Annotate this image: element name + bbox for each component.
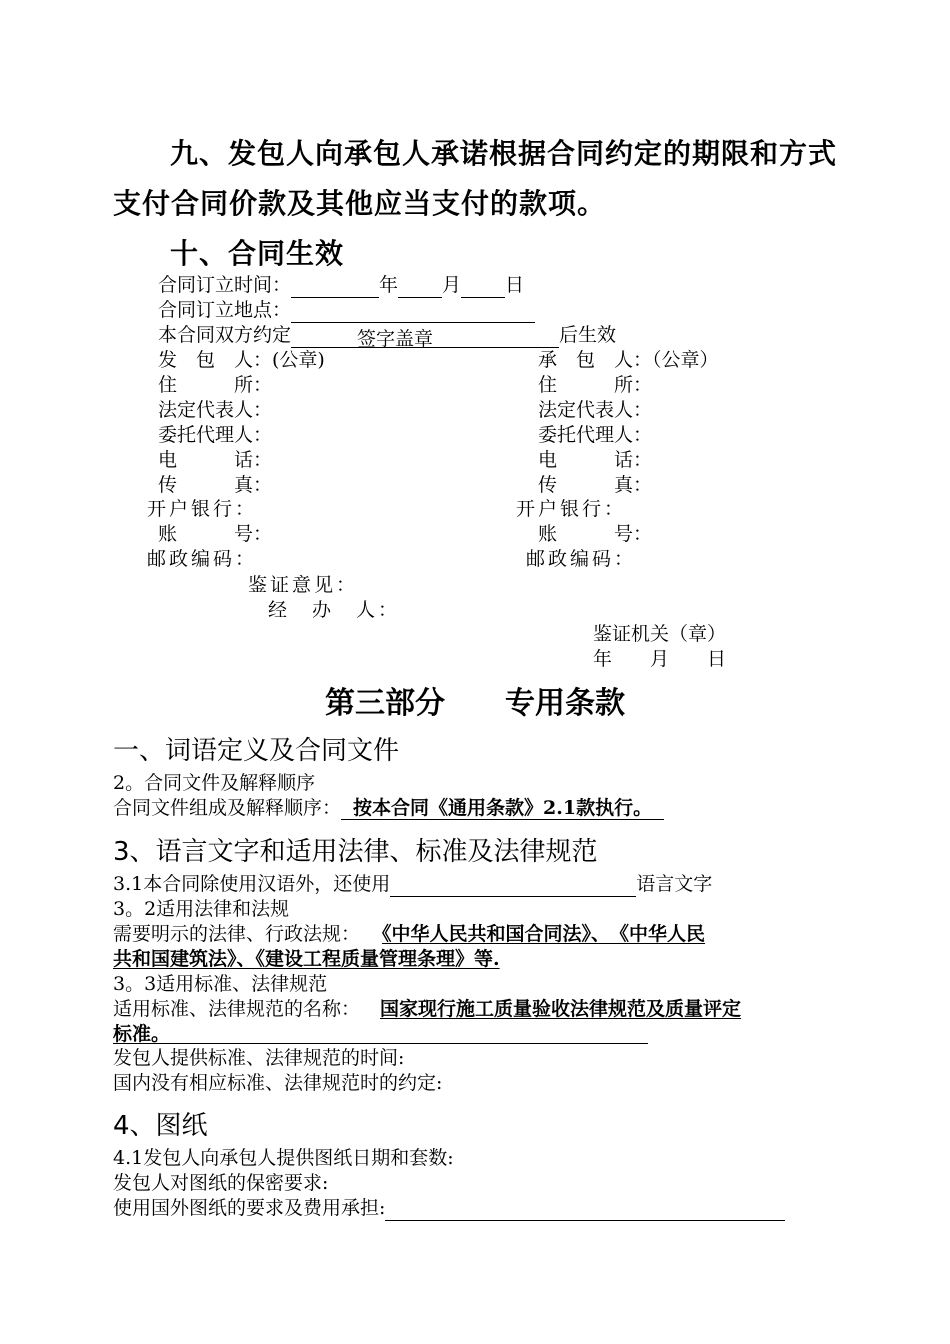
sign-place-label: 合同订立地点：	[158, 299, 292, 321]
item31-row	[113, 872, 712, 897]
sign-place-row	[158, 298, 535, 323]
contractor-agent: 委托代理人：	[538, 424, 653, 446]
employer-title: 发 包 人：(公章)	[158, 349, 325, 371]
contractor-legal-rep: 法定代表人：	[538, 399, 653, 421]
agree-value: 签字盖章	[357, 328, 434, 350]
order-label: 合同文件组成及解释顺序：	[113, 797, 342, 819]
employer-address: 住 所：	[158, 374, 273, 396]
foreign-blank	[385, 1200, 785, 1221]
item33: 3。3适用标准、法律规范	[113, 973, 328, 995]
auth-handler: 经 办 人：	[268, 599, 401, 621]
laws-value-line2: 共和国建筑法》、《建设工程质量管理条理》等.	[113, 948, 500, 970]
month-blank	[398, 277, 442, 298]
employer-fax: 传 真：	[158, 474, 273, 496]
laws-value-line1: 《中华人民共和国合同法》、 《中华人民	[382, 923, 706, 945]
employer-legal-rep: 法定代表人：	[158, 399, 273, 421]
clause4-title: 4、图纸	[113, 1111, 208, 1141]
contractor-fax: 传 真：	[538, 474, 653, 496]
item32: 3。2适用法律和法规	[113, 898, 290, 920]
agree-suffix: 后生效	[559, 324, 617, 346]
agree-row	[158, 323, 616, 348]
year-label: 年	[379, 274, 399, 296]
employer-bank: 开户银行：	[147, 498, 258, 520]
language-blank	[390, 876, 636, 897]
foreign-row	[113, 1196, 785, 1221]
contractor-phone: 电 话：	[538, 449, 653, 471]
contractor-account: 账 号：	[538, 523, 653, 545]
item31-prefix: 3.1本合同除使用汉语外，还使用	[113, 873, 391, 895]
provide-time: 发包人提供标准、法律规范的时间:	[113, 1047, 405, 1069]
item31-suffix: 语言文字	[636, 873, 713, 895]
order-value: 按本合同《通用条款》2.1款执行。	[341, 797, 664, 820]
foreign-label: 使用国外图纸的要求及费用承担:	[113, 1197, 386, 1219]
contractor-postcode: 邮政编码：	[526, 548, 637, 570]
section9-line2: 支付合同价款及其他应当支付的款项。	[113, 187, 607, 220]
section10-title: 十、合同生效	[170, 237, 345, 270]
day-blank	[461, 277, 505, 298]
employer-postcode: 邮政编码：	[147, 548, 258, 570]
employer-agent: 委托代理人：	[158, 424, 273, 446]
standards-value-line2: 标准。	[113, 1023, 171, 1045]
standards-row	[113, 997, 741, 1022]
sign-time-row	[158, 273, 524, 298]
secrecy: 发包人对图纸的保密要求:	[113, 1172, 329, 1194]
contractor-bank: 开户银行：	[516, 498, 627, 520]
auth-date: 年 月 日	[593, 648, 727, 670]
item41: 4.1发包人向承包人提供图纸日期和套数:	[113, 1147, 454, 1169]
standards-value-line1: 国家现行施工质量验收法律规范及质量评定	[380, 998, 742, 1020]
year-blank	[291, 277, 379, 298]
part3-title: 第三部分 专用条款	[325, 686, 625, 721]
clause3-title: 3、语言文字和适用法律、标准及法律规范	[113, 837, 598, 867]
sign-time-label: 合同订立时间：	[158, 274, 292, 296]
no-standard: 国内没有相应标准、法律规范时的约定:	[113, 1072, 443, 1094]
standards-label: 适用标准、法律规范的名称：	[113, 998, 361, 1020]
agree-prefix: 本合同双方约定	[158, 324, 292, 346]
clause1-item2: 2。合同文件及解释顺序	[113, 772, 316, 794]
order-row	[113, 796, 664, 821]
month-label: 月	[442, 274, 462, 296]
day-label: 日	[505, 274, 525, 296]
section9-line1: 九、发包人向承包人承诺根据合同约定的期限和方式	[170, 137, 838, 170]
sign-place-blank	[291, 302, 535, 323]
clause1-title: 一、词语定义及合同文件	[113, 736, 400, 766]
standards-underline	[113, 1043, 648, 1044]
auth-authority: 鉴证机关（章）	[593, 623, 727, 645]
agree-value-field	[291, 327, 559, 348]
laws-label: 需要明示的法律、行政法规：	[113, 923, 361, 945]
auth-opinion: 鉴证意见：	[248, 574, 359, 596]
contractor-title: 承 包 人：（公章）	[538, 349, 719, 371]
employer-account: 账 号：	[158, 523, 273, 545]
contractor-address: 住 所：	[538, 374, 653, 396]
laws-row	[113, 922, 705, 947]
employer-phone: 电 话：	[158, 449, 273, 471]
